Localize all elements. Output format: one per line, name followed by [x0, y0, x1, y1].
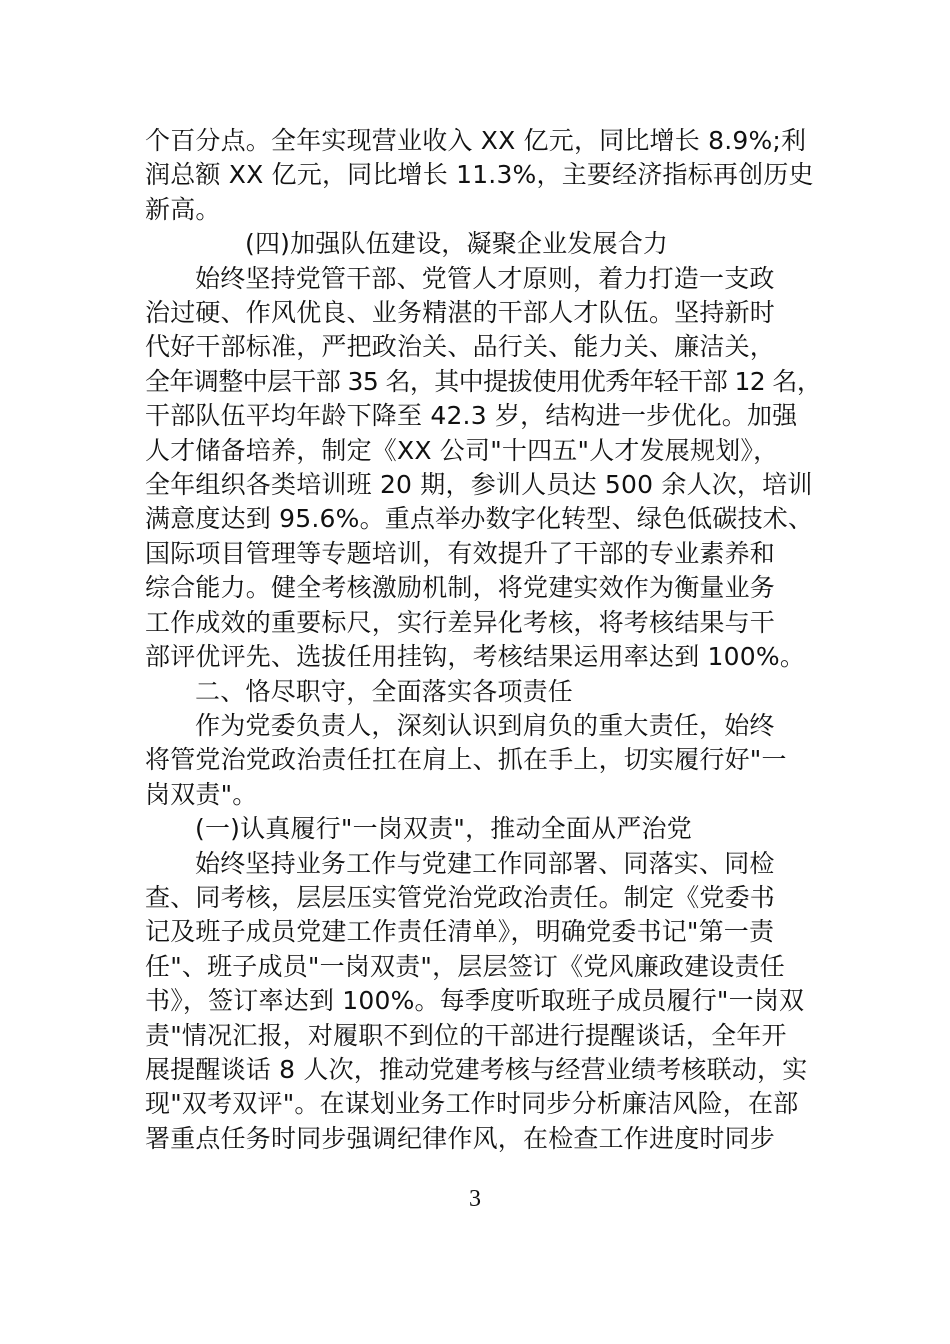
text-line: 将管党治党政治责任扛在肩上、抓在手上，切实履行好"一: [145, 745, 787, 775]
text-line: 署重点任务时同步强调纪律作风，在检查工作进度时同步: [145, 1123, 776, 1153]
text-line: 始终坚持党管干部、党管人才原则，着力打造一支政: [195, 263, 775, 293]
text-line: 查、同考核，层层压实管党治党政治责任。制定《党委书: [145, 882, 776, 912]
text-line: 代好干部标准，严把政治关、品行关、能力关、廉洁关，: [145, 332, 776, 362]
text-line: 记及班子成员党建工作责任清单》，明确党委书记"第一责: [145, 917, 775, 947]
text-line: 展提醒谈话 8 人次，推动党建考核与经营业绩考核联动，实: [145, 1054, 808, 1084]
text-line: 个百分点。全年实现营业收入 XX 亿元，同比增长 8.9%;利: [145, 126, 807, 155]
text-line: 人才储备培养，制定《XX 公司"十四五"人才发展规划》，: [145, 435, 779, 465]
text-line: 全年组织各类培训班 20 期，参训人员达 500 余人次，培训: [145, 470, 813, 500]
text-line: 始终坚持业务工作与党建工作同部署、同落实、同检: [195, 848, 775, 878]
text-line: 作为党委负责人，深刻认识到肩负的重大责任，始终: [195, 710, 775, 740]
text-line: 部评优评先、选拔任用挂钩，考核结果运用率达到 100%。: [145, 642, 806, 672]
text-line: 全年调整中层干部 35 名，其中提拔使用优秀年轻干部 12 名，: [145, 366, 822, 396]
subheading-line: (一)认真履行"一岗双责"，推动全面从严治党: [195, 814, 692, 844]
text-line: 新高。: [145, 194, 221, 224]
text-line: 治过硬、作风优良、业务精湛的干部人才队伍。坚持新时: [145, 298, 776, 328]
text-line: 润总额 XX 亿元，同比增长 11.3%，主要经济指标再创历史: [145, 160, 814, 190]
text-line: 干部队伍平均年龄下降至 42.3 岁，结构进一步优化。加强: [145, 401, 798, 431]
text-line: 岗双责"。: [145, 779, 258, 809]
body-text: [145, 124, 822, 1156]
text-line: 书》，签订率达到 100%。每季度听取班子成员履行"一岗双: [145, 986, 805, 1016]
text-line: 现"双考双评"。在谋划业务工作时同步分析廉洁风险，在部: [145, 1089, 799, 1119]
text-line: 任"、班子成员"一岗双责"，层层签订《党风廉政建设责任: [145, 951, 785, 981]
text-line: 满意度达到 95.6%。重点举办数字化转型、绿色低碳技术、: [145, 504, 814, 534]
text-line: 责"情况汇报，对履职不到位的干部进行提醒谈话，全年开: [145, 1020, 787, 1050]
text-line: 综合能力。健全考核激励机制，将党建实效作为衡量业务: [145, 573, 776, 603]
section-heading: 二、恪尽职守，全面落实各项责任: [195, 676, 574, 706]
subheading-line: (四)加强队伍建设，凝聚企业发展合力: [245, 229, 669, 259]
text-line: 国际项目管理等专题培训，有效提升了干部的专业素养和: [145, 538, 776, 568]
text-line: 工作成效的重要标尺，实行差异化考核，将考核结果与干: [145, 607, 776, 637]
page-number: 3: [469, 1186, 481, 1212]
